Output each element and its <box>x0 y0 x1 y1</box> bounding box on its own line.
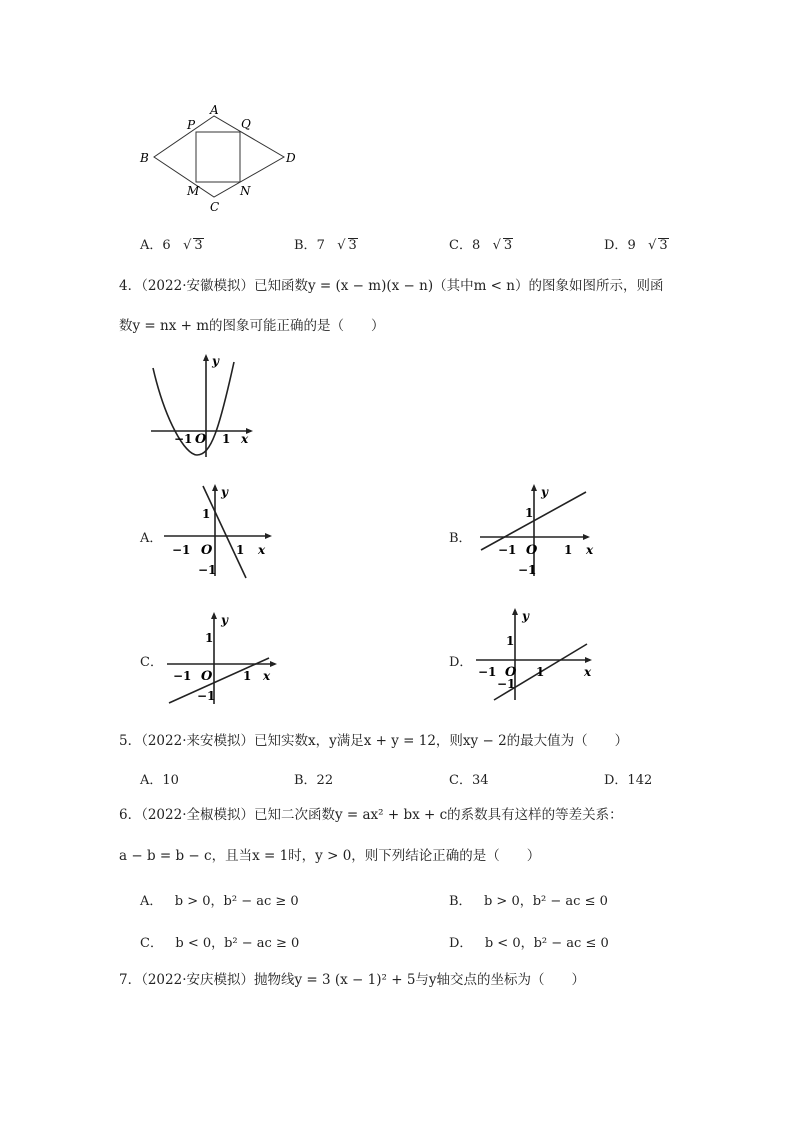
q5-option-d[interactable]: D．142 <box>604 773 653 788</box>
svg-text:x: x <box>586 543 594 557</box>
q7-stem: 7．（2022·安庆模拟）抛物线y = 3 (x − 1)² + 5与y轴交点的坐标为（ ） <box>119 972 586 988</box>
q5-option-a[interactable]: A．10 <box>140 773 179 788</box>
q6-option-c[interactable]: C． b < 0，b² − ac ≥ 0 <box>140 936 300 951</box>
label-A: A <box>210 103 219 117</box>
q6-option-d[interactable]: D． b < 0，b² − ac ≤ 0 <box>449 936 609 951</box>
svg-text:y: y <box>212 354 219 368</box>
svg-text:1: 1 <box>236 543 245 557</box>
svg-text:1: 1 <box>525 506 534 520</box>
svg-text:x: x <box>258 543 266 557</box>
svg-text:1: 1 <box>202 507 211 521</box>
svg-text:1: 1 <box>564 543 573 557</box>
svg-text:O: O <box>505 665 517 680</box>
svg-text:x: x <box>263 669 271 683</box>
q4-stem-line1: 4．（2022·安徽模拟）已知函数y = (x − m)(x − n)（其中m < n）的图象如图所示，则函 <box>119 278 664 294</box>
svg-text:O: O <box>195 432 207 447</box>
svg-text:1: 1 <box>243 669 252 683</box>
svg-text:y: y <box>221 613 228 627</box>
svg-text:−1: −1 <box>174 432 193 446</box>
label-N: N <box>240 184 251 198</box>
svg-text:−1: −1 <box>518 563 537 577</box>
svg-text:1: 1 <box>205 631 214 645</box>
svg-text:−1: −1 <box>173 669 192 683</box>
option-b-graph <box>476 480 601 580</box>
q6-stem-line2: a − b = b − c，且当x = 1时，y > 0，则下列结论正确的是（ ） <box>119 848 541 864</box>
q6-option-b[interactable]: B． b > 0，b² − ac ≤ 0 <box>449 894 608 909</box>
label-D: D <box>286 151 296 165</box>
svg-text:−1: −1 <box>198 563 217 577</box>
q5-stem: 5．（2022·来安模拟）已知实数x，y满足x + y = 12，则xy − 2的最大值为（ ） <box>119 733 629 749</box>
label-M: M <box>187 184 200 198</box>
q3-option-b[interactable]: B．7 √ 3 <box>294 238 357 253</box>
svg-text:−1: −1 <box>172 543 191 557</box>
q3-option-c[interactable]: C．8 √ 3 <box>449 238 513 253</box>
svg-text:y: y <box>541 485 548 499</box>
svg-text:y: y <box>522 609 529 623</box>
q6-option-a[interactable]: A． b > 0，b² − ac ≥ 0 <box>140 894 299 909</box>
svg-text:1: 1 <box>506 634 515 648</box>
svg-text:1: 1 <box>222 432 231 446</box>
q3-option-a[interactable]: A．6 √ 3 <box>140 238 203 253</box>
svg-text:x: x <box>241 432 249 446</box>
label-C: C <box>210 200 220 214</box>
label-P: P <box>187 118 196 132</box>
rhombus-figure <box>130 100 310 220</box>
svg-text:O: O <box>201 669 213 684</box>
parabola-graph <box>145 350 260 465</box>
label-B: B <box>140 151 149 165</box>
svg-text:O: O <box>526 543 538 558</box>
label-Q: Q <box>241 117 251 131</box>
q4-option-a[interactable]: A． <box>140 531 163 546</box>
svg-text:O: O <box>201 543 213 558</box>
q4-stem-line2: 数y = nx + m的图象可能正确的是（ ） <box>119 318 385 334</box>
q6-stem-line1: 6．（2022·全椒模拟）已知二次函数y = ax² + bx + c的系数具有这样的等差关系： <box>119 807 623 823</box>
svg-text:1: 1 <box>536 665 545 679</box>
svg-text:−1: −1 <box>498 543 517 557</box>
option-a-graph <box>160 480 280 580</box>
q4-option-b[interactable]: B． <box>449 531 472 546</box>
q4-option-d[interactable]: D． <box>449 655 473 670</box>
svg-text:−1: −1 <box>478 665 497 679</box>
option-c-graph <box>163 608 288 708</box>
option-d-graph <box>472 604 602 704</box>
q5-option-b[interactable]: B．22 <box>294 773 334 788</box>
svg-text:y: y <box>221 485 228 499</box>
q3-option-d[interactable]: D．9 √ 3 <box>604 238 668 253</box>
q4-option-c[interactable]: C． <box>140 655 163 670</box>
q5-option-c[interactable]: C．34 <box>449 773 489 788</box>
svg-text:−1: −1 <box>197 689 216 703</box>
svg-text:−1: −1 <box>497 677 516 691</box>
svg-text:x: x <box>584 665 592 679</box>
